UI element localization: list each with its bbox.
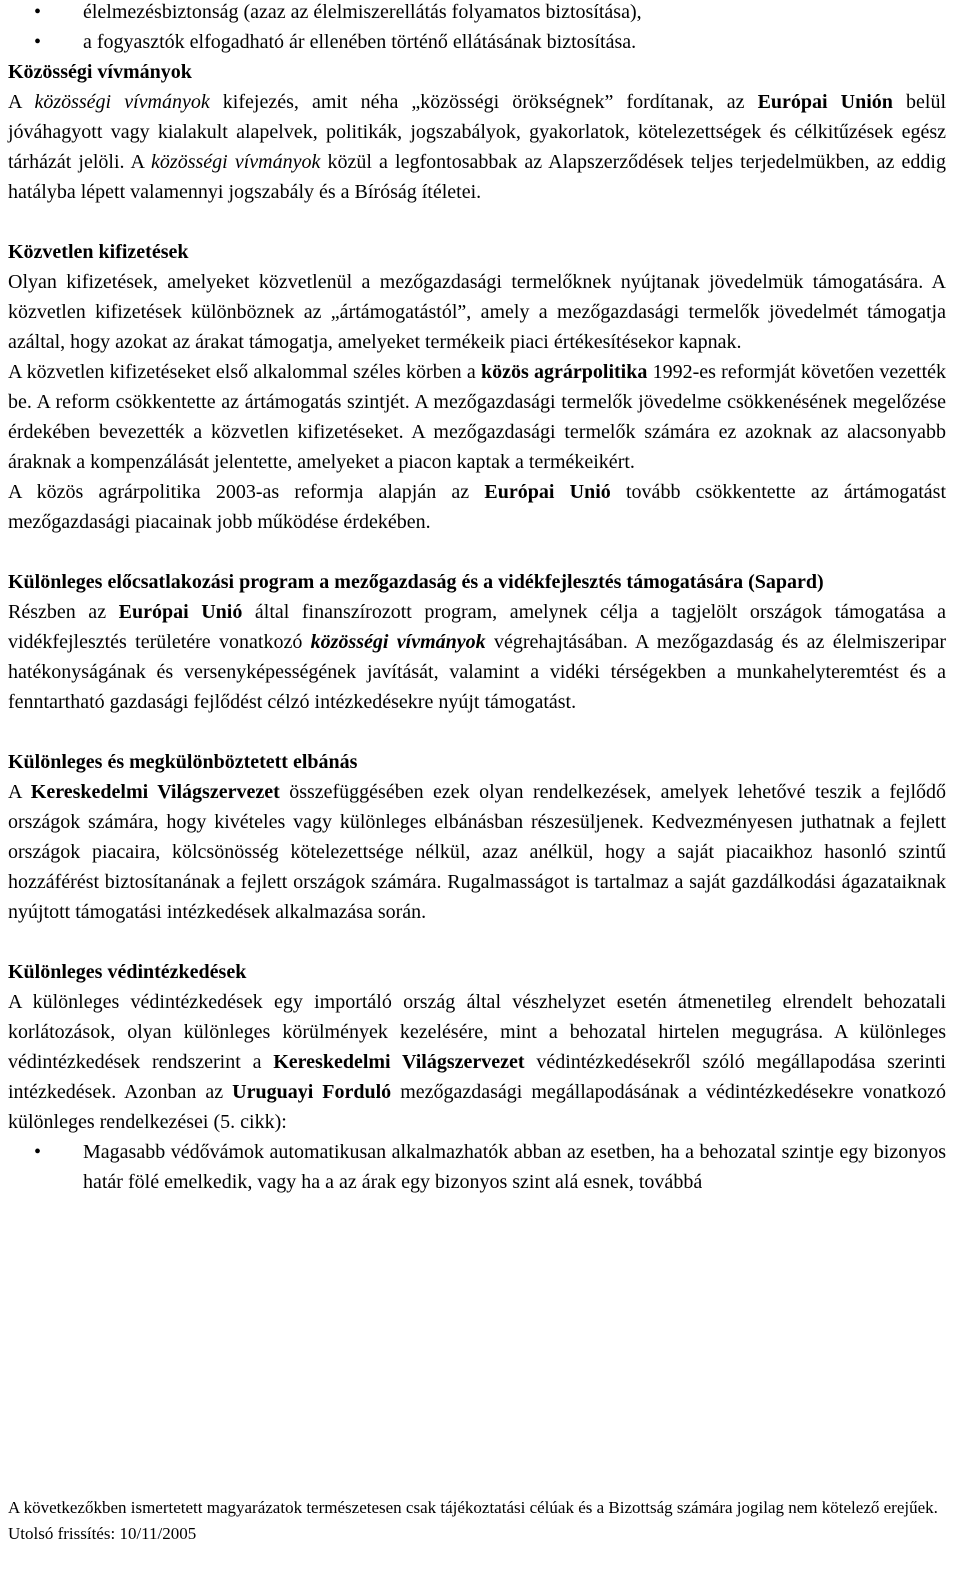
text-run: Részben az [8, 601, 119, 623]
text-run: 1992-es reformját követően vezették be. A reform csökkentette az ártámogatás szintjét. A mezőgazdasági termelők jövedelme csökkenésének megelőzése érdekében bevezették a közvetlen kifizetéseket. A mezőgazdasági termelők számára ez azoknak az alacsonyabb áraknak a kompenzálását jelentette, amelyeket a piacon kaptak a termékeikért. [8, 361, 947, 473]
text-run: mezőgazdasági megállapodásának a védintézkedésekre vonatkozó különleges rendelkezései (5. cikk): [8, 1081, 946, 1133]
section-title: Közösségi vívmányok [8, 61, 192, 83]
section-kozvetlen-kifizetesek [8, 237, 946, 537]
bold-term: közös agrárpolitika [480, 361, 648, 383]
text-run: A közös agrárpolitika 2003-as reformja alapján az [8, 481, 485, 503]
section-title: Különleges előcsatlakozási program a mezőgazdaság és a vidékfejlesztés támogatására (Sapard) [8, 571, 824, 593]
text-run: által finanszírozott program, amelynek célja a tagjelölt országok támogatása a vidékfejlesztés területére vonatkozó [8, 601, 946, 653]
bold-term: Uruguayi Forduló [232, 1081, 392, 1103]
paragraph [8, 477, 946, 537]
text-run: A [8, 781, 31, 803]
bold-term: Európai Unió [484, 481, 611, 503]
paragraph [8, 987, 946, 1137]
section-kulonleges-elbanas [8, 747, 946, 927]
list-item: • élelmezésbiztonság (azaz az élelmiszerellátás folyamatos biztosítása), [83, 0, 946, 27]
section-kulonleges-vedintezkedesek [8, 957, 946, 1197]
section-title: Különleges védintézkedések [8, 961, 247, 983]
text-run: közül a legfontosabbak az Alapszerződések teljes terjedelmükben, az eddig hatályba lépett valamennyi jogszabály és a Bíróság ítéletei. [8, 151, 946, 203]
bold-term: Kereskedelmi Világszervezet [30, 781, 280, 803]
text-run: végrehajtásában. A mezőgazdaság és az élelmiszeripar hatékonyságának és versenyképességének javítását, valamint a vidéki térségekben a munkahelyteremtést és a fenntartható gazdasági fejlődést célzó intézkedésekre nyújt támogatást. [8, 631, 947, 713]
section-title: Közvetlen kifizetések [8, 241, 189, 263]
page-footer [8, 1495, 946, 1547]
bold-term: Európai Unión [757, 91, 893, 113]
paragraph: Olyan kifizetések, amelyeket közvetlenül a mezőgazdasági termelőknek nyújtanak jövedelmük támogatására. A közvetlen kifizetések különböznek az „ártámogatástól”, amely a mezőgazdasági termelők jövedelmét támogatja azáltal, hogy azokat az árakat támogatja, amelyeket termékeik piaci értékesítésekor kapnak. [8, 271, 946, 353]
text-run: belül jóváhagyott vagy kialakult alapelvek, politikák, jogszabályok, gyakorlatok, kötelezettségek és célkitűzések egész tárházát jelöli. A [8, 91, 947, 173]
paragraph [8, 777, 946, 927]
list-item: • a fogyasztók elfogadható ár ellenében történő ellátásának biztosítása. [83, 27, 946, 57]
list-item: • Magasabb védővámok automatikusan alkalmazhatók abban az esetben, ha a behozatal szintje egy bizonyos határ fölé emelkedik, vagy ha a az árak egy bizonyos szint alá esnek, továbbá [83, 1137, 946, 1197]
bold-italic-term: közösségi vívmányok [310, 631, 486, 653]
section-sapard [8, 567, 946, 717]
footer-updated: Utolsó frissítés: 10/11/2005 [8, 1524, 197, 1543]
top-bullet-list [8, 0, 946, 57]
text-run: tovább csökkentette az ártámogatást mezőgazdasági piacainak jobb működése érdekében. [8, 481, 946, 533]
footer-disclaimer: A következőkben ismertetett magyarázatok természetesen csak tájékoztatási célúak és a Bizottság számára jogilag nem kötelező erejűek. [8, 1498, 938, 1517]
bold-term: Kereskedelmi Világszervezet [273, 1051, 525, 1073]
paragraph [8, 87, 946, 207]
paragraph [8, 357, 946, 477]
italic-term: közösségi vívmányok [151, 151, 321, 173]
italic-term: közösségi vívmányok [34, 91, 210, 113]
section-title: Különleges és megkülönböztetett elbánás [8, 751, 358, 773]
paragraph [8, 597, 946, 717]
section-kozossegi-vivmanyok [8, 57, 946, 207]
text-run: A közvetlen kifizetéseket első alkalommal széles körben a [8, 361, 481, 383]
safeguard-bullet-list [8, 1137, 946, 1197]
text-run: összefüggésében ezek olyan rendelkezések, amelyek lehetővé teszik a fejlődő országok számára, hogy kivételes vagy különleges elbánásban részesüljenek. Kedvezményesen juthatnak a fejlett országok piacaira, kölcsönösség kötelezettsége nélkül, azaz anélkül, hogy a saját piacaikhoz hasonló szintű hozzáférést biztosítanának a fejlett országok számára. Rugalmasságot is tartalmaz a saját gazdálkodási ágazataiknak nyújtott támogatási intézkedések alkalmazása során. [8, 781, 947, 923]
text-run: védintézkedésekről szóló megállapodása szerinti intézkedések. Azonban az [8, 1051, 946, 1103]
text-run: A [8, 91, 35, 113]
bold-term: Európai Unió [118, 601, 243, 623]
text-run: kifejezés, amit néha „közösségi örökségnek” fordítanak, az [209, 91, 758, 113]
text-run: A különleges védintézkedések egy importáló ország által vészhelyzet esetén átmenetileg elrendelt behozatali korlátozások, olyan különleges körülmények kezelésére, mint a behozatal hirtelen megugrása. A különleges védintézkedések rendszerint a [8, 991, 946, 1073]
